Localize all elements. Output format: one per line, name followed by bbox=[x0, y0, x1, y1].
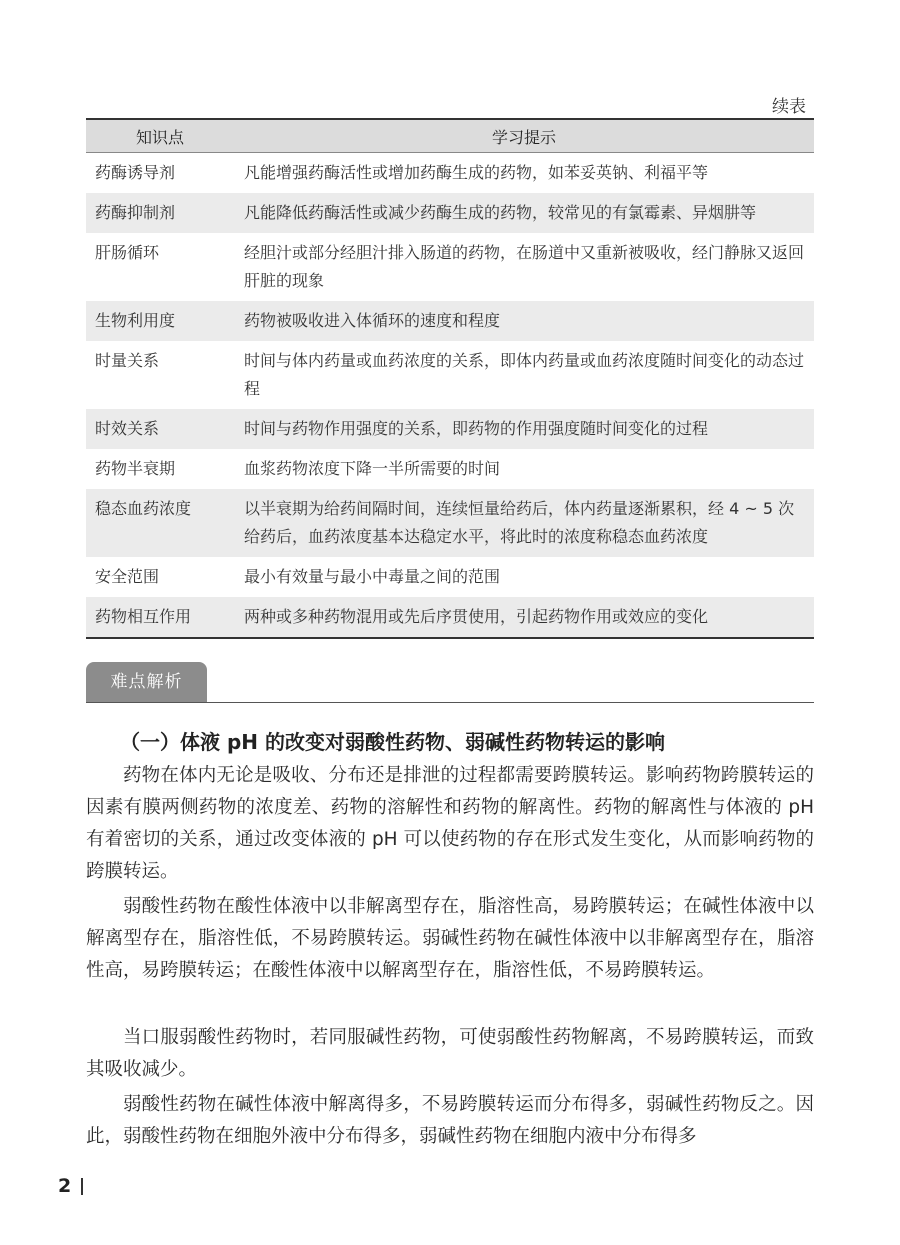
row-term: 生物利用度 bbox=[86, 301, 234, 341]
table-row bbox=[86, 449, 814, 489]
row-term: 药物半衰期 bbox=[95, 459, 176, 478]
row-tip: 凡能降低药酶活性或减少药酶生成的药物，较常见的有氯霉素、异烟肼等 bbox=[234, 193, 814, 233]
table-row bbox=[86, 301, 814, 341]
table-row bbox=[86, 557, 814, 597]
row-term: 药酶诱导剂 bbox=[95, 163, 176, 182]
page-footer bbox=[58, 1173, 83, 1199]
table-header-row bbox=[86, 119, 814, 153]
section-tab-label: 难点解析 bbox=[86, 662, 207, 702]
body-paragraph: 弱酸性药物在碱性体液中解离得多，不易跨膜转运而分布得多，弱碱性药物反之。因此，弱酸性药物在细胞外液中分布得多，弱碱性药物在细胞内液中分布得多 bbox=[86, 1094, 814, 1147]
row-tip: 以半衰期为给药间隔时间，连续恒量给药后，体内药量逐渐累积，经 4 ~ 5 次给药后，血药浓度基本达稳定水平，将此时的浓度称稳态血药浓度 bbox=[234, 489, 814, 557]
row-term: 药物相互作用 bbox=[86, 597, 234, 638]
table-row bbox=[86, 233, 814, 301]
table-row bbox=[86, 153, 814, 194]
section-header bbox=[86, 662, 814, 703]
row-term: 安全范围 bbox=[95, 567, 160, 586]
section-subheading: （一）体液 pH 的改变对弱酸性药物、弱碱性药物转运的影响 bbox=[120, 730, 665, 754]
table-row bbox=[86, 409, 814, 449]
row-tip: 时间与药物作用强度的关系，即药物的作用强度随时间变化的过程 bbox=[234, 409, 814, 449]
row-tip: 两种或多种药物混用或先后序贯使用，引起药物作用或效应的变化 bbox=[234, 597, 814, 638]
table-continued-label: 续表 bbox=[772, 97, 806, 117]
body-paragraph: 弱酸性药物在酸性体液中以非解离型存在，脂溶性高，易跨膜转运；在碱性体液中以解离型存在，脂溶性低，不易跨膜转运。弱碱性药物在碱性体液中以非解离型存在，脂溶性高，易跨膜转运；在酸性体液中以解离型存在，脂溶性低，不易跨膜转运。 bbox=[86, 896, 814, 981]
row-term: 时效关系 bbox=[86, 409, 234, 449]
header-study-tip: 学习提示 bbox=[234, 119, 814, 153]
row-tip: 时间与体内药量或血药浓度的关系，即体内药量或血药浓度随时间变化的动态过程 bbox=[244, 351, 805, 398]
row-tip: 血浆药物浓度下降一半所需要的时间 bbox=[244, 459, 501, 478]
table-row bbox=[86, 597, 814, 638]
row-tip: 经胆汁或部分经胆汁排入肠道的药物，在肠道中又重新被吸收，经门静脉又返回肝脏的现象 bbox=[244, 243, 805, 290]
row-term: 稳态血药浓度 bbox=[86, 489, 234, 557]
table-row bbox=[86, 489, 814, 557]
footer-divider bbox=[81, 1178, 83, 1195]
body-paragraph: 当口服弱酸性药物时，若同服碱性药物，可使弱酸性药物解离，不易跨膜转运，而致其吸收减少。 bbox=[86, 1027, 814, 1080]
row-tip: 最小有效量与最小中毒量之间的范围 bbox=[244, 567, 501, 586]
header-knowledge-point: 知识点 bbox=[86, 119, 234, 153]
page-number: 2 bbox=[58, 1175, 72, 1197]
table-row bbox=[86, 193, 814, 233]
body-paragraph: 药物在体内无论是吸收、分布还是排泄的过程都需要跨膜转运。影响药物跨膜转运的因素有膜两侧药物的浓度差、药物的溶解性和药物的解离性。药物的解离性与体液的 pH 有着密切的关系，通过改变体液的 pH 可以使药物的存在形式发生变化，从而影响药物的跨膜转运。 bbox=[86, 765, 814, 882]
knowledge-table bbox=[86, 118, 814, 639]
row-term: 药酶抑制剂 bbox=[86, 193, 234, 233]
row-tip: 凡能增强药酶活性或增加药酶生成的药物，如苯妥英钠、利福平等 bbox=[244, 163, 709, 182]
row-term: 肝肠循环 bbox=[95, 243, 160, 262]
row-tip: 药物被吸收进入体循环的速度和程度 bbox=[234, 301, 814, 341]
row-term: 时量关系 bbox=[95, 351, 160, 370]
table-row bbox=[86, 341, 814, 409]
